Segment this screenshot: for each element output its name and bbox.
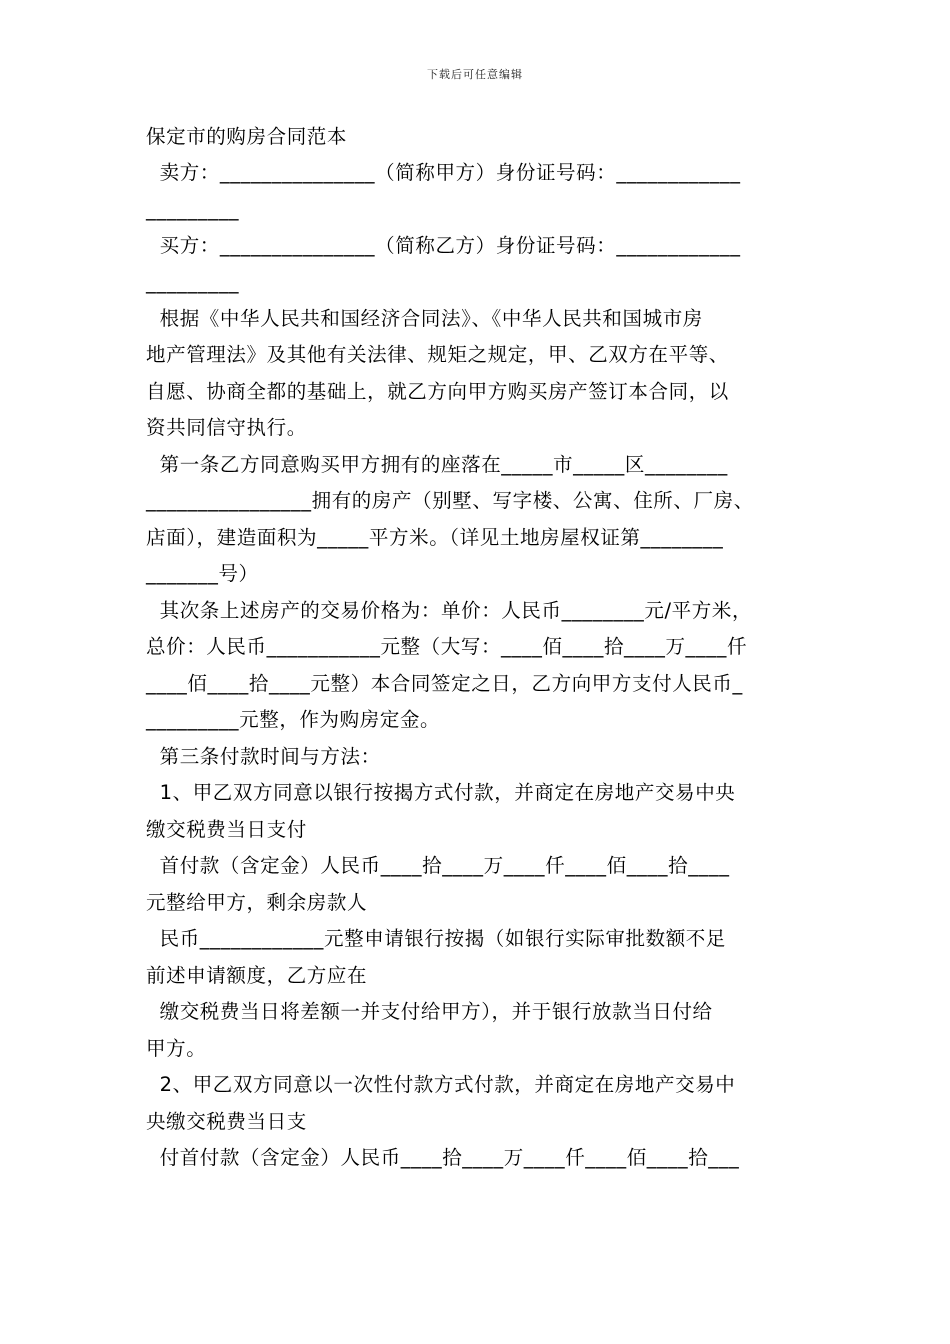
- preamble-line: 自愿、协商全都的基础上，就乙方向甲方购买房产签订本合同，以: [146, 380, 729, 403]
- article-1-line: ________________拥有的房产（别墅、写字楼、公寓、住所、厂房、: [146, 489, 754, 512]
- preamble-line: 根据《中华人民共和国经济合同法》、《中华人民共和国城市房: [146, 307, 703, 330]
- preamble-line: 地产管理法》及其他有关法律、规矩之规定，甲、乙双方在平等、: [146, 343, 729, 366]
- article-2-line: 总价：人民币___________元整（大写：____佰____拾____万____仟: [146, 635, 748, 658]
- seller-id-continued: _________: [146, 198, 240, 221]
- preamble-line: 资共同信守执行。: [146, 416, 307, 439]
- article-2-line: _________元整，作为购房定金。: [146, 708, 441, 731]
- article-2-line: ____佰____拾____元整）本合同签定之日，乙方向甲方支付人民币_: [146, 672, 743, 695]
- payment-option-1-line: 缴交税费当日将差额一并支付给甲方），并于银行放款当日付给: [146, 1000, 713, 1023]
- page-header: 下载后可任意编辑: [427, 68, 523, 81]
- payment-option-1-line: 前述申请额度，乙方应在: [146, 964, 368, 987]
- seller-line: 卖方：_______________（简称甲方）身份证号码：____________: [146, 161, 741, 184]
- payment-option-1-line: 甲方。: [146, 1037, 207, 1060]
- doc-title: 保定市的购房合同范本: [146, 125, 348, 148]
- article-2-line: 其次条上述房产的交易价格为：单价：人民币________元/平方米，: [146, 599, 753, 622]
- payment-option-1-line: 缴交税费当日支付: [146, 818, 307, 841]
- payment-option-1-line: 元整给甲方，剩余房款人: [146, 891, 368, 914]
- article-1-line: 第一条乙方同意购买甲方拥有的座落在_____市_____区________: [146, 453, 728, 476]
- payment-option-1-line: 首付款（含定金）人民币____拾____万____仟____佰____拾____: [146, 854, 730, 877]
- article-3-heading: 第三条付款时间与方法：: [146, 745, 381, 768]
- payment-option-2-line: 付首付款（含定金）人民币____拾____万____仟____佰____拾___: [146, 1146, 740, 1169]
- payment-option-1-line: 1、甲乙双方同意以银行按揭方式付款，并商定在房地产交易中央: [146, 781, 736, 804]
- buyer-line: 买方：_______________（简称乙方）身份证号码：____________: [146, 234, 741, 257]
- article-1-line: _______号）: [146, 562, 259, 585]
- article-1-line: 店面），建造面积为_____平方米。（详见土地房屋权证第________: [146, 526, 724, 549]
- buyer-id-continued: _________: [146, 271, 240, 294]
- payment-option-2-line: 2、甲乙双方同意以一次性付款方式付款，并商定在房地产交易中: [146, 1073, 736, 1096]
- payment-option-1-line: 民币____________元整申请银行按揭（如银行实际审批数额不足: [146, 927, 726, 950]
- payment-option-2-line: 央缴交税费当日支: [146, 1110, 307, 1133]
